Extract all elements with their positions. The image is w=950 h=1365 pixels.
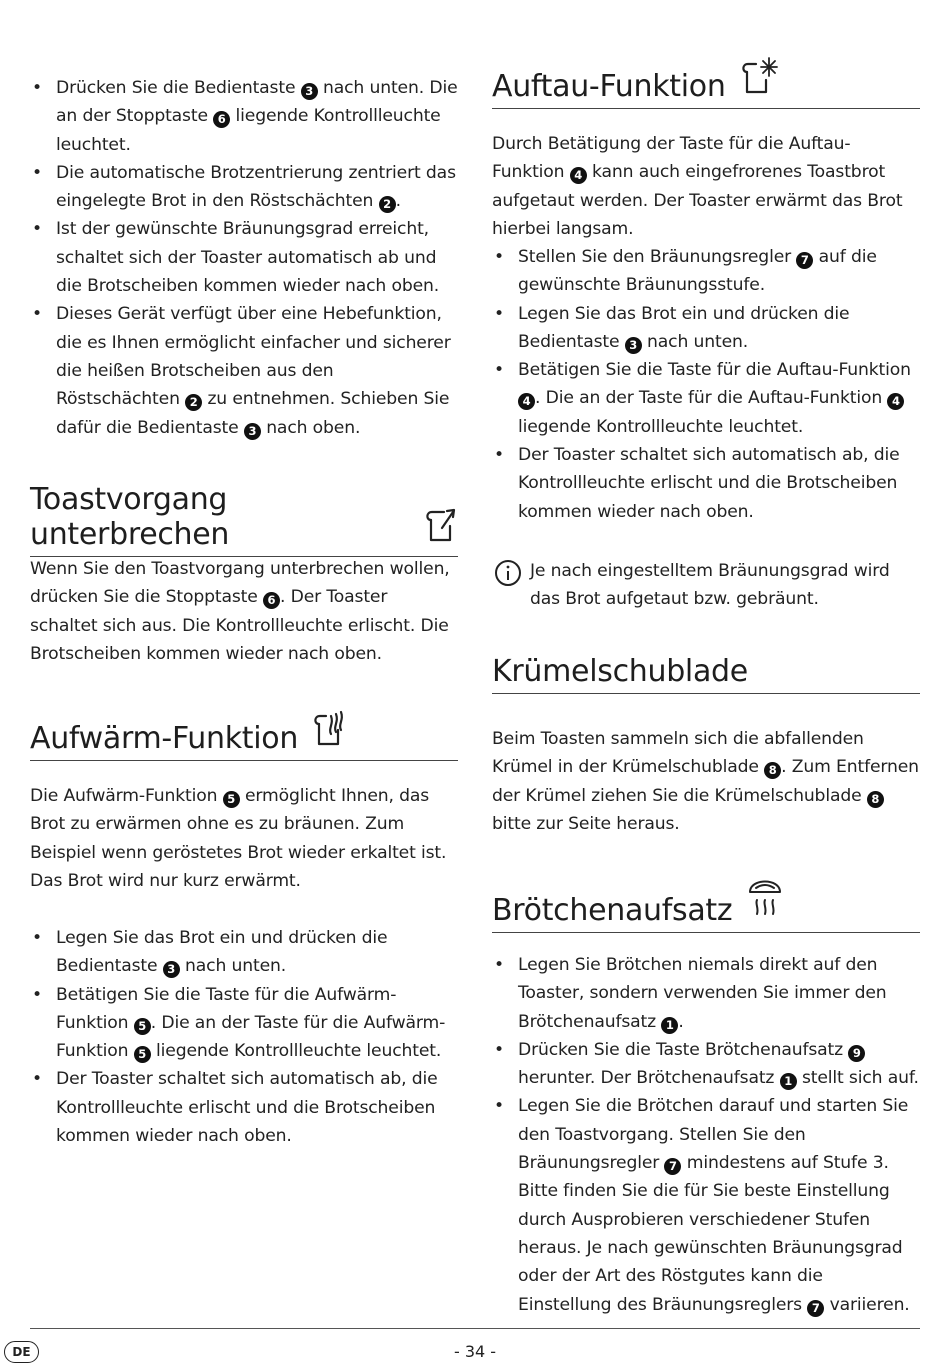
list-item — [492, 1092, 920, 1318]
reference-number-badge: 3 — [301, 83, 318, 100]
page-number: - 34 - — [453, 1342, 497, 1361]
heading-text: Brötchenaufsatz — [492, 893, 733, 928]
reference-number-badge: 5 — [223, 791, 240, 808]
text-segment: . — [678, 1011, 684, 1032]
section-title-bun — [492, 876, 920, 933]
text-segment: . Zum Entfernen der Krümel ziehen Sie die Krümelschublade — [492, 757, 919, 806]
reference-number-badge: 7 — [796, 252, 813, 269]
list-item — [492, 300, 920, 357]
list-item — [30, 159, 458, 216]
bun-warmer-icon — [746, 876, 784, 928]
info-note — [492, 557, 920, 614]
text-segment: Beim Toasten sammeln sich die abfallenden Krümel in der Krümelschublade — [492, 729, 864, 778]
toaster-reheat-icon — [312, 708, 348, 756]
heading-text: Toastvorgang unterbrechen — [30, 482, 230, 552]
text-segment: mindestens auf Stufe 3. Bitte finden Sie die für Sie beste Einstellung durch Ausprobieren verschiedener Stufen heraus. Je nach gewünschten Bräunungsgrad oder der Art des Röstgutes kann die Einstellung des Bräunungsreglers — [518, 1153, 903, 1315]
text-segment: Die automatische Brotzentrierung zentriert das eingelegte Brot in den Röstschächten — [56, 162, 456, 212]
reference-number-badge: 1 — [780, 1073, 797, 1090]
text-segment: liegende Kontrollleuchte leuchtet. — [56, 106, 441, 155]
list-item — [492, 441, 920, 526]
text-segment: Betätigen Sie die Taste für die Aufwärm-Funktion — [56, 984, 397, 1033]
reference-number-badge: 2 — [185, 394, 202, 411]
intro-list — [30, 74, 458, 442]
reference-number-badge: 3 — [625, 337, 642, 354]
info-icon — [494, 559, 522, 591]
text-segment: auf die gewünschte Bräunungsstufe. — [518, 247, 877, 296]
list-item — [492, 356, 920, 441]
toaster-defrost-icon — [740, 56, 780, 104]
text-segment: Wenn Sie den Toastvorgang unterbrechen wollen, drücken Sie die Stopptaste — [30, 559, 450, 608]
section-title-toast-interrupt — [30, 482, 458, 557]
list-item — [30, 1065, 458, 1150]
list-item — [30, 981, 458, 1066]
text-segment: . Die an der Taste für die Auftau-Funktion — [535, 388, 888, 409]
text-segment: Legen Sie das Brot ein und drücken die Bedientaste — [56, 928, 388, 977]
reference-number-badge: 4 — [887, 393, 904, 410]
text-segment: Betätigen Sie die Taste für die Auftau-Funktion — [518, 360, 911, 381]
bun-list — [492, 951, 920, 1319]
list-item — [492, 1036, 920, 1093]
crumb-paragraph — [492, 725, 920, 838]
reheat-paragraph — [30, 782, 458, 895]
language-badge: DE — [4, 1341, 39, 1363]
toaster-stop-icon — [424, 506, 458, 552]
defrost-paragraph — [492, 130, 920, 243]
text-segment: Legen Sie Brötchen niemals direkt auf den Toaster, sondern verwenden Sie immer den Brötchenaufsatz — [518, 955, 887, 1032]
text-segment: Die Aufwärm-Funktion — [30, 786, 223, 806]
text-segment: Dieses Gerät verfügt über eine Hebefunktion, die es Ihnen ermöglicht einfacher und sicherer die heißen Brotscheiben aus den Röstschächten — [56, 304, 451, 410]
reference-number-badge: 6 — [263, 592, 280, 609]
reference-number-badge: 3 — [163, 961, 180, 978]
reference-number-badge: 9 — [848, 1045, 865, 1062]
reference-number-badge: 8 — [867, 791, 884, 808]
reference-number-badge: 4 — [570, 167, 587, 184]
text-segment: zu entnehmen. Schieben Sie dafür die Bedientaste — [56, 389, 450, 438]
reference-number-badge: 8 — [764, 762, 781, 779]
list-item — [492, 951, 920, 1036]
text-segment: liegende Kontrollleuchte leuchtet. — [518, 416, 804, 437]
text-segment: . Die an der Taste für die Aufwärm-Funktion — [56, 1012, 446, 1062]
text-segment: nach unten. — [641, 331, 749, 352]
footer-divider — [30, 1328, 920, 1329]
reference-number-badge: 4 — [518, 393, 535, 410]
reference-number-badge: 6 — [213, 111, 230, 128]
text-segment: Legen Sie das Brot ein und drücken die Bedientaste — [518, 303, 850, 352]
section-title-defrost — [492, 56, 920, 109]
text-segment: ermöglicht Ihnen, das Brot zu erwärmen ohne es zu bräunen. Zum Beispiel wenn geröstetes Brot wieder erkaltet ist. Das Brot wird nur kurz erwärmt. — [30, 786, 447, 891]
text-segment: bitte zur Seite heraus. — [492, 813, 680, 834]
text-segment: liegende Kontrollleuchte leuchtet. — [150, 1041, 442, 1062]
list-item — [492, 243, 920, 300]
heading-text: Aufwärm-Funktion — [30, 721, 299, 756]
text-segment: variieren. — [824, 1294, 910, 1315]
text-segment: . — [395, 191, 401, 212]
text-segment: Legen Sie die Brötchen darauf und starten Sie den Toastvorgang. Stellen Sie den Bräunungsregler — [518, 1096, 909, 1174]
text-segment: Drücken Sie die Taste Brötchenaufsatz — [518, 1039, 849, 1060]
list-item — [30, 74, 458, 159]
text-segment: . Der Toaster schaltet sich aus. Die Kontrollleuchte erlischt. Die Brotscheiben kommen wieder nach oben. — [30, 587, 449, 664]
info-text: Je nach eingestelltem Bräunungsgrad wird das Brot aufgetaut bzw. gebräunt. — [530, 561, 890, 610]
heading-text: Krümelschublade — [492, 654, 748, 689]
section-title-reheat — [30, 708, 458, 761]
text-segment: nach unten. — [179, 956, 287, 977]
text-segment: Stellen Sie den Bräunungsregler — [518, 247, 797, 267]
text-segment: Der Toaster schaltet sich automatisch ab, die Kontrollleuchte erlischt und die Brotscheiben kommen wieder nach oben. — [518, 445, 900, 522]
text-segment: herunter. Der Brötchenaufsatz — [518, 1068, 780, 1089]
text-segment: nach unten. Die an der Stopptaste — [56, 78, 458, 127]
text-segment: Der Toaster schaltet sich automatisch ab, die Kontrollleuchte erlischt und die Brotscheiben kommen wieder nach oben. — [56, 1069, 438, 1147]
toast-interrupt-paragraph — [30, 555, 458, 668]
reference-number-badge: 5 — [134, 1018, 151, 1035]
text-segment: Drücken Sie die Bedientaste — [56, 78, 301, 98]
defrost-list — [492, 243, 920, 526]
reheat-list — [30, 924, 458, 1150]
reference-number-badge: 7 — [664, 1158, 681, 1175]
list-item — [30, 215, 458, 300]
reference-number-badge: 3 — [244, 423, 261, 440]
text-segment: kann auch eingefrorenes Toastbrot aufgetaut werden. Der Toaster erwärmt das Brot hierbei langsam. — [492, 162, 903, 239]
list-item — [30, 300, 458, 441]
text-segment: nach oben. — [260, 417, 361, 438]
section-title-crumb — [492, 654, 920, 694]
reference-number-badge: 7 — [807, 1300, 824, 1317]
text-segment: stellt sich auf. — [796, 1068, 919, 1089]
reference-number-badge: 2 — [379, 196, 396, 213]
heading-text: Auftau-Funktion — [492, 69, 726, 104]
reference-number-badge: 5 — [134, 1046, 151, 1063]
list-item — [30, 924, 458, 981]
text-segment: Ist der gewünschte Bräunungsgrad erreicht, schaltet sich der Toaster automatisch ab und die Brotscheiben kommen wieder nach oben. — [56, 219, 440, 297]
text-segment: Durch Betätigung der Taste für die Auftau-Funktion — [492, 134, 851, 183]
reference-number-badge: 1 — [661, 1017, 678, 1034]
